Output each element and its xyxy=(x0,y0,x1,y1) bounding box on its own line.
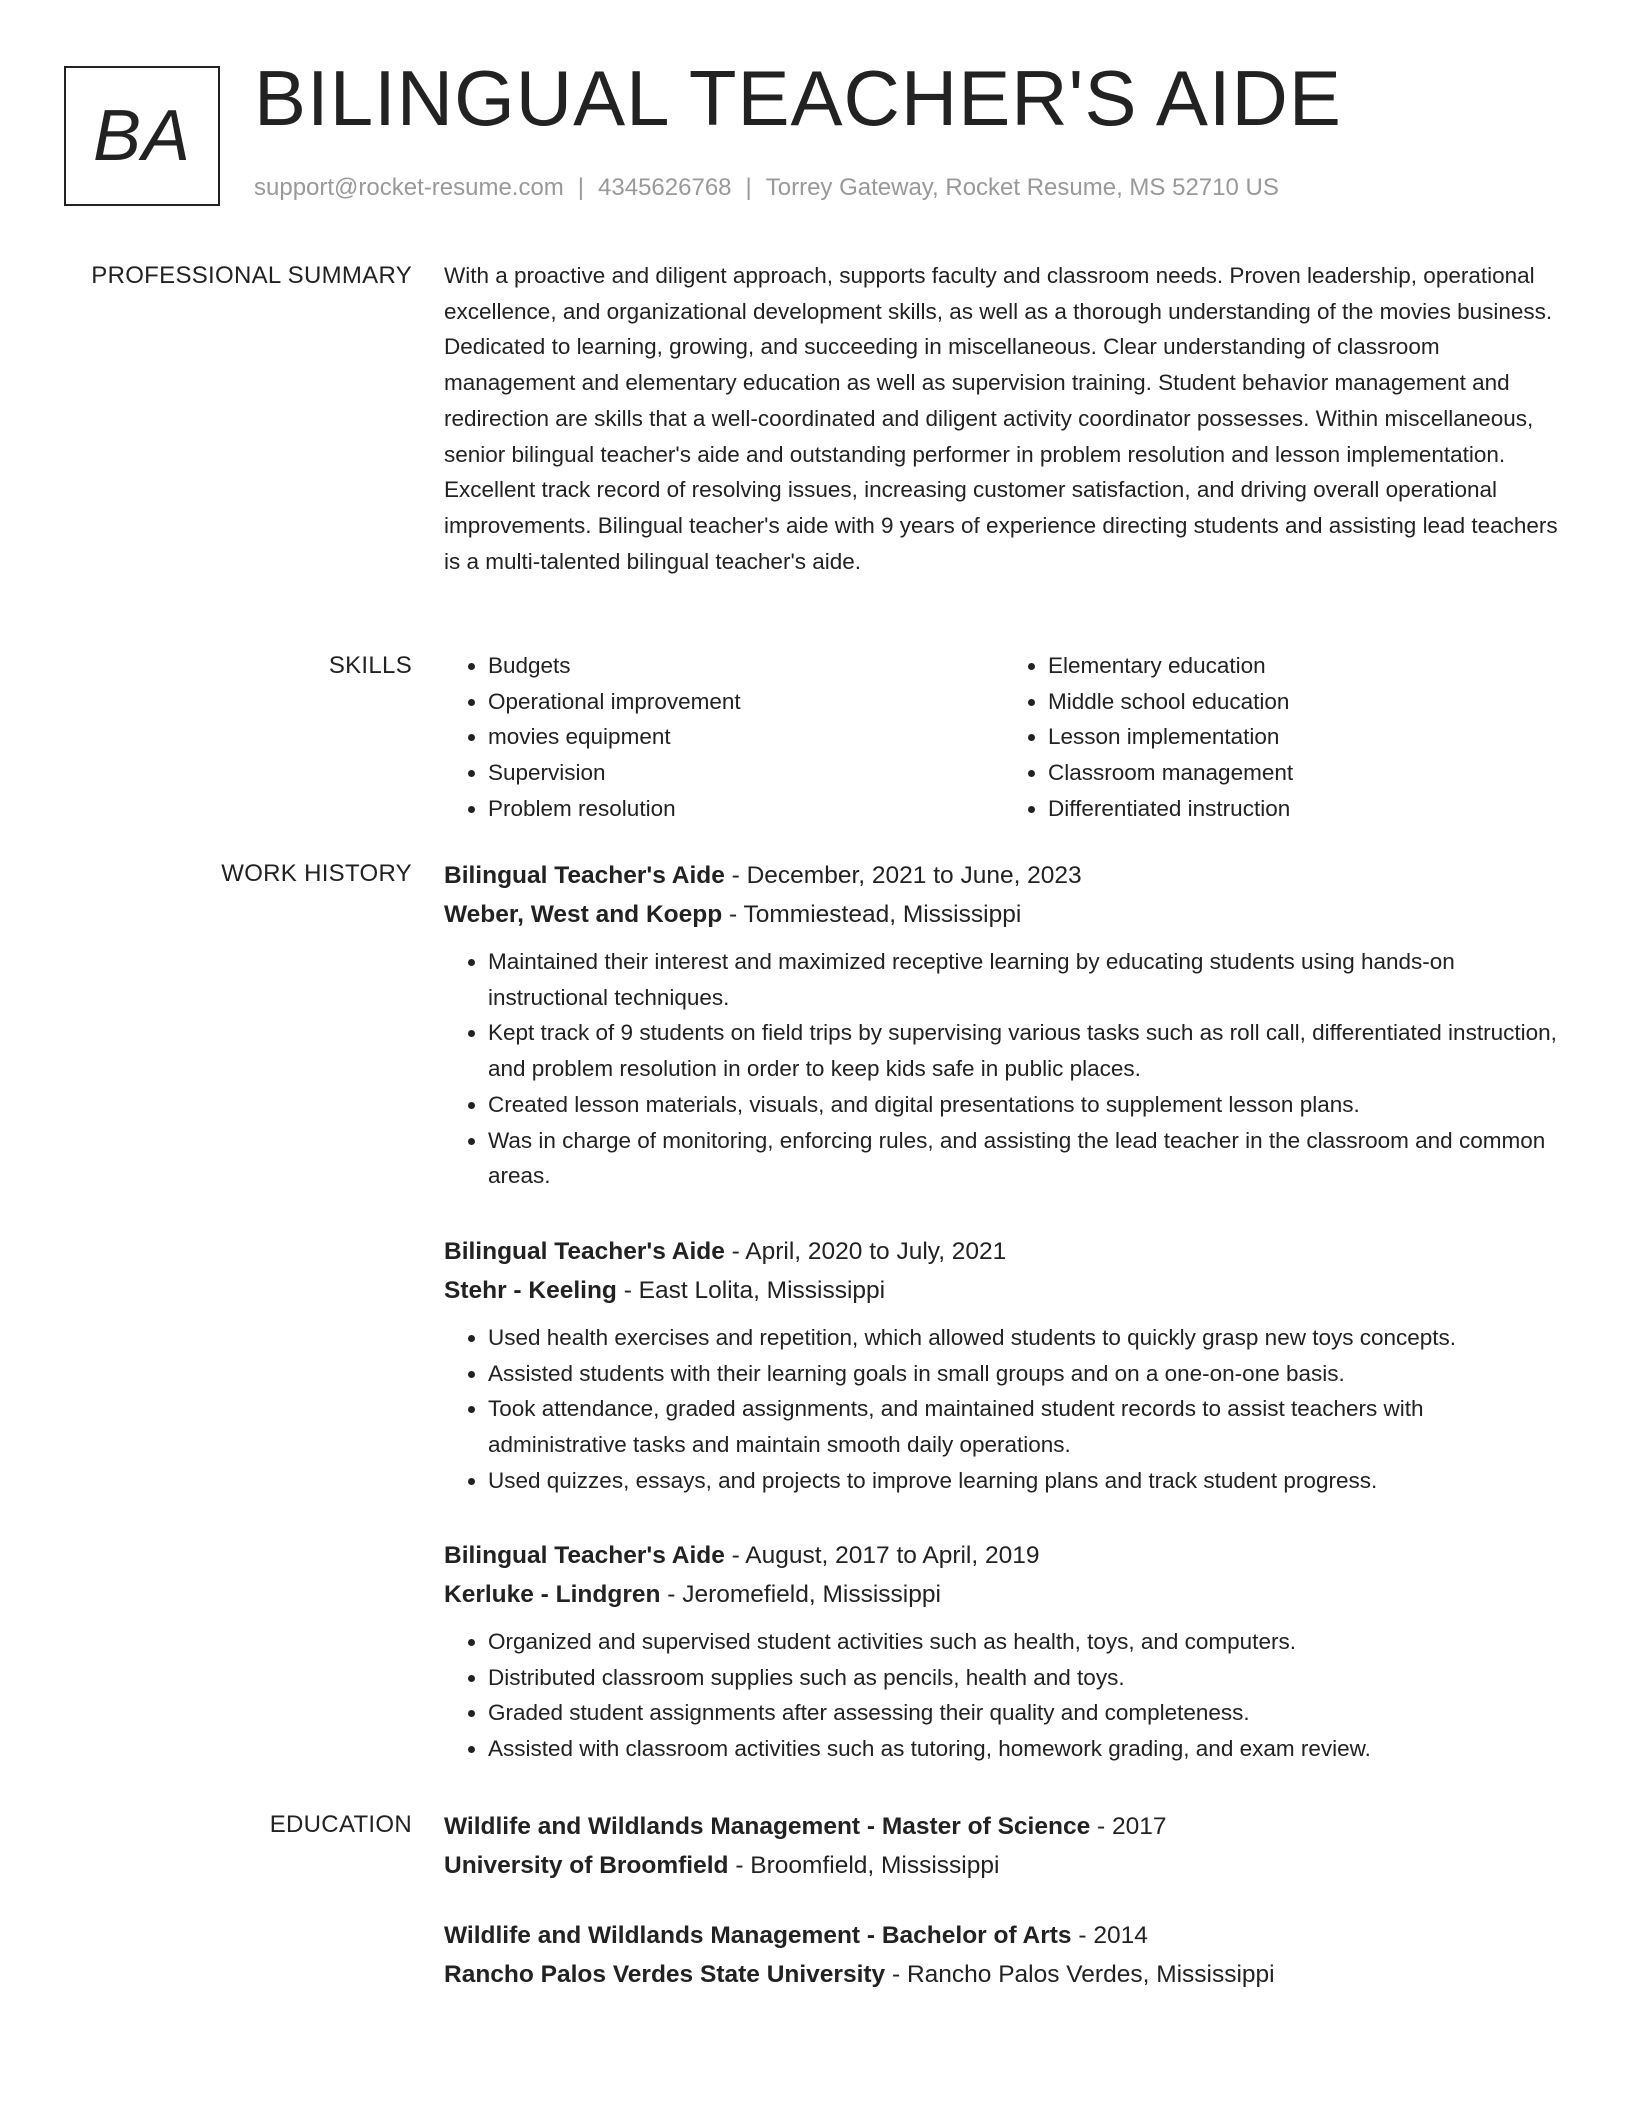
job-duties xyxy=(444,944,1564,1194)
duty-item: • Organized and supervised student activities such as health, toys, and computers. xyxy=(488,1624,1564,1660)
job-duties xyxy=(444,1624,1564,1767)
contact-line xyxy=(254,174,1279,202)
summary-body xyxy=(444,258,1564,579)
job-location: - Tommiestead, Mississippi xyxy=(722,901,1022,928)
duty-item: • Maintained their interest and maximized receptive learning by educating students using hands-on instructional techniques. xyxy=(488,944,1564,1015)
job-title: Bilingual Teacher's Aide xyxy=(444,862,725,889)
school-location: - Rancho Palos Verdes, Mississippi xyxy=(885,1961,1275,1988)
monogram-logo xyxy=(64,66,220,206)
skill-item: • Problem resolution xyxy=(488,791,1004,827)
job-company-line xyxy=(444,1575,1564,1614)
skill-item: • Lesson implementation xyxy=(1048,719,1564,755)
contact-phone[interactable]: 4345626768 xyxy=(598,174,732,201)
skills-list-right xyxy=(1004,648,1564,827)
job-dates: - April, 2020 to July, 2021 xyxy=(724,1238,1007,1265)
job-location: - East Lolita, Mississippi xyxy=(616,1277,886,1304)
contact-separator: | xyxy=(745,174,752,201)
duty-item: • Kept track of 9 students on field trips by supervising various tasks such as roll call, differentiated instruction, and problem resolution in order to keep kids safe in public places. xyxy=(488,1015,1564,1086)
degree-line xyxy=(444,1807,1564,1846)
section-heading-skills: SKILLS xyxy=(328,652,412,679)
job-dates: - December, 2021 to June, 2023 xyxy=(724,862,1082,889)
job-entry xyxy=(444,1536,1564,1767)
job-duties xyxy=(444,1320,1564,1499)
job-dates: - August, 2017 to April, 2019 xyxy=(724,1542,1040,1569)
job-title-line xyxy=(444,1232,1564,1271)
skill-item: • Classroom management xyxy=(1048,755,1564,791)
contact-address: Torrey Gateway, Rocket Resume, MS 52710 US xyxy=(765,174,1279,201)
duty-item: • Used quizzes, essays, and projects to improve learning plans and track student progress. xyxy=(488,1463,1564,1499)
summary-text: With a proactive and diligent approach, supports faculty and classroom needs. Proven leadership, operational excellence, and organizational development skills, as well as a thorough understanding of the movies business. Dedicated to learning, growing, and succeeding in miscellaneous. Clear understanding of classroom management and elementary education as well as supervision training. Student behavior management and redirection are skills that a well-coordinated and diligent activity coordinator possesses. Within miscellaneous, senior bilingual teacher's aide and outstanding performer in problem resolution and lesson implementation. Excellent track record of resolving issues, increasing customer satisfaction, and driving overall operational improvements. Bilingual teacher's aide with 9 years of experience directing students and assisting lead teachers is a multi-talented bilingual teacher's aide. xyxy=(444,263,1558,574)
degree-year: - 2017 xyxy=(1090,1813,1167,1840)
degree: Wildlife and Wildlands Management - Bachelor of Arts xyxy=(444,1922,1072,1949)
school-line xyxy=(444,1846,1564,1885)
section-heading-education: EDUCATION xyxy=(269,1811,412,1838)
job-location: - Jeromefield, Mississippi xyxy=(660,1581,941,1608)
section-heading-work: WORK HISTORY xyxy=(221,860,412,887)
degree-year: - 2014 xyxy=(1071,1922,1148,1949)
duty-item: • Took attendance, graded assignments, and maintained student records to assist teachers with administrative tasks and maintain smooth daily operations. xyxy=(488,1391,1564,1462)
education-entry xyxy=(444,1807,1564,1885)
job-title: Bilingual Teacher's Aide xyxy=(444,1238,725,1265)
skill-item: • Middle school education xyxy=(1048,684,1564,720)
resume-title: BILINGUAL TEACHER'S AIDE xyxy=(254,54,1342,142)
skills-list-left xyxy=(444,648,1004,827)
skill-item: • Operational improvement xyxy=(488,684,1004,720)
job-company-line xyxy=(444,895,1564,934)
skills-body xyxy=(444,648,1564,827)
job-company-line xyxy=(444,1271,1564,1310)
monogram-text: BA xyxy=(92,96,192,176)
duty-item: • Created lesson materials, visuals, and digital presentations to supplement lesson plans. xyxy=(488,1087,1564,1123)
school-location: - Broomfield, Mississippi xyxy=(728,1852,1000,1879)
degree: Wildlife and Wildlands Management - Master of Science xyxy=(444,1813,1091,1840)
education-entry xyxy=(444,1916,1564,1994)
section-heading-summary: PROFESSIONAL SUMMARY xyxy=(91,262,412,289)
skill-item: • Differentiated instruction xyxy=(1048,791,1564,827)
job-company: Kerluke - Lindgren xyxy=(444,1581,661,1608)
job-title-line xyxy=(444,856,1564,895)
degree-line xyxy=(444,1916,1564,1955)
contact-email[interactable]: support@rocket-resume.com xyxy=(254,174,564,201)
contact-separator: | xyxy=(577,174,585,201)
skill-item: • Supervision xyxy=(488,755,1004,791)
duty-item: • Distributed classroom supplies such as pencils, health and toys. xyxy=(488,1660,1564,1696)
job-entry xyxy=(444,1232,1564,1499)
job-title-line xyxy=(444,1536,1564,1575)
duty-item: • Assisted students with their learning goals in small groups and on a one-on-one basis. xyxy=(488,1356,1564,1392)
skill-item: • Elementary education xyxy=(1048,648,1564,684)
job-entry xyxy=(444,856,1564,1194)
job-title: Bilingual Teacher's Aide xyxy=(444,1542,725,1569)
skill-item: • movies equipment xyxy=(488,719,1004,755)
school-line xyxy=(444,1955,1564,1994)
school: Rancho Palos Verdes State University xyxy=(444,1961,886,1988)
school: University of Broomfield xyxy=(444,1852,729,1879)
duty-item: • Used health exercises and repetition, which allowed students to quickly grasp new toys concepts. xyxy=(488,1320,1564,1356)
duty-item: • Was in charge of monitoring, enforcing rules, and assisting the lead teacher in the classroom and common areas. xyxy=(488,1123,1564,1194)
duty-item: • Assisted with classroom activities such as tutoring, homework grading, and exam review. xyxy=(488,1731,1564,1767)
job-company: Stehr - Keeling xyxy=(444,1277,617,1304)
job-company: Weber, West and Koepp xyxy=(444,901,723,928)
skill-item: • Budgets xyxy=(488,648,1004,684)
duty-item: • Graded student assignments after assessing their quality and completeness. xyxy=(488,1695,1564,1731)
